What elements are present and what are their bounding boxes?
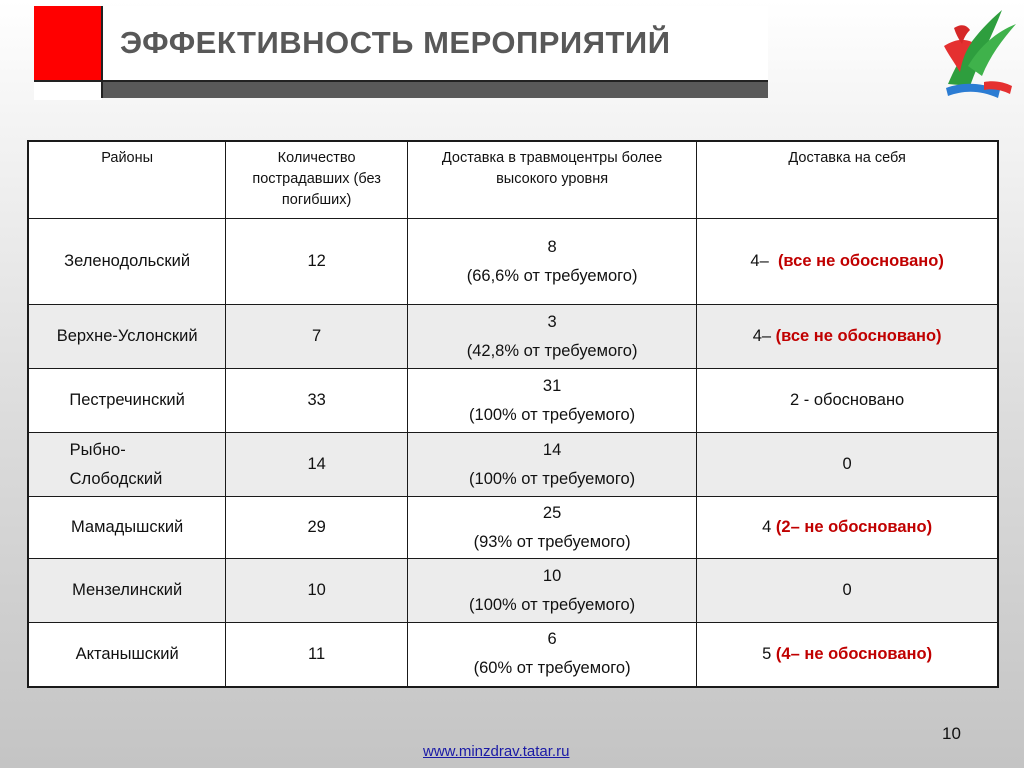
efficiency-table bbox=[27, 140, 999, 688]
ministry-logo-icon bbox=[940, 6, 1018, 104]
self-delivery-cell bbox=[697, 369, 998, 433]
table-row bbox=[28, 219, 998, 305]
district-cell bbox=[28, 433, 226, 497]
self-delivery-value: 4 bbox=[762, 518, 772, 536]
col-header-trauma-center-delivery: Доставка в травмоцентры более высокого уровня bbox=[407, 141, 696, 219]
district-cell: Пестречинский bbox=[28, 369, 226, 433]
delivered-cell bbox=[407, 623, 696, 687]
self-delivery-cell bbox=[697, 559, 998, 623]
district-cell: Зеленодольский bbox=[28, 219, 226, 305]
delivered-value: 6 bbox=[547, 630, 557, 649]
delivered-percent: (42,8% от требуемого) bbox=[466, 341, 638, 360]
delivered-cell bbox=[407, 219, 696, 305]
count-cell: 7 bbox=[226, 305, 408, 369]
count-cell: 11 bbox=[226, 623, 408, 687]
table-row bbox=[28, 433, 998, 497]
delivered-value: 25 bbox=[542, 503, 562, 522]
self-delivery-note: (2– не обосновано) bbox=[775, 518, 933, 536]
delivered-cell bbox=[407, 433, 696, 497]
footer-url-link[interactable]: www.minzdrav.tatar.ru bbox=[423, 743, 570, 760]
district-cell: Актанышский bbox=[28, 623, 226, 687]
delivered-percent: (93% от требуемого) bbox=[473, 532, 631, 551]
self-delivery-cell bbox=[697, 497, 998, 559]
self-delivery-note: (4– не обосновано) bbox=[775, 644, 933, 663]
self-delivery-cell bbox=[697, 305, 998, 369]
delivered-cell bbox=[407, 369, 696, 433]
self-delivery-value: 0 bbox=[842, 581, 852, 599]
header-red-block bbox=[34, 6, 102, 80]
delivered-cell bbox=[407, 305, 696, 369]
header-white-strip bbox=[34, 80, 102, 100]
self-delivery-cell bbox=[697, 433, 998, 497]
district-cell: Верхне-Услонский bbox=[28, 305, 226, 369]
self-delivery-note: (все не обосновано) bbox=[775, 327, 942, 345]
district-name: Рыбно-Слободский bbox=[69, 440, 163, 488]
delivered-value: 31 bbox=[542, 376, 562, 395]
count-cell: 29 bbox=[226, 497, 408, 559]
district-cell: Мамадышский bbox=[28, 497, 226, 559]
self-delivery-cell bbox=[697, 219, 998, 305]
delivered-percent: (100% от требуемого) bbox=[469, 469, 636, 488]
table-row bbox=[28, 305, 998, 369]
self-delivery-value: 4– bbox=[750, 252, 769, 270]
table-row bbox=[28, 623, 998, 687]
table-row bbox=[28, 369, 998, 433]
self-delivery-value: 2 - обосновано bbox=[790, 391, 905, 409]
district-cell: Мензелинский bbox=[28, 559, 226, 623]
delivered-value: 3 bbox=[547, 312, 557, 331]
delivered-percent: (100% от требуемого) bbox=[469, 595, 636, 614]
count-cell: 10 bbox=[226, 559, 408, 623]
self-delivery-cell bbox=[697, 623, 998, 687]
self-delivery-note: (все не обосновано) bbox=[777, 252, 944, 270]
page-title: ЭФФЕКТИВНОСТЬ МЕРОПРИЯТИЙ bbox=[120, 25, 671, 60]
count-cell: 14 bbox=[226, 433, 408, 497]
delivered-percent: (66,6% от требуемого) bbox=[466, 266, 638, 285]
self-delivery-value: 0 bbox=[842, 455, 852, 473]
delivered-value: 14 bbox=[542, 440, 562, 459]
count-cell: 33 bbox=[226, 369, 408, 433]
delivered-cell bbox=[407, 497, 696, 559]
self-delivery-value: 5 bbox=[762, 644, 772, 663]
table-header-row bbox=[28, 141, 998, 219]
count-cell: 12 bbox=[226, 219, 408, 305]
delivered-value: 10 bbox=[542, 566, 562, 585]
self-delivery-value: 4– bbox=[752, 327, 772, 345]
table-row bbox=[28, 497, 998, 559]
col-header-injured-count: Количество пострадавших (без погибших) bbox=[226, 141, 408, 219]
page-number: 10 bbox=[942, 724, 961, 743]
col-header-self-delivery: Доставка на себя bbox=[697, 141, 998, 219]
table-row bbox=[28, 559, 998, 623]
header-gray-band bbox=[103, 82, 768, 98]
delivered-cell bbox=[407, 559, 696, 623]
delivered-percent: (100% от требуемого) bbox=[469, 405, 636, 424]
delivered-percent: (60% от требуемого) bbox=[473, 659, 631, 678]
col-header-districts: Районы bbox=[28, 141, 226, 219]
delivered-value: 8 bbox=[547, 237, 557, 256]
